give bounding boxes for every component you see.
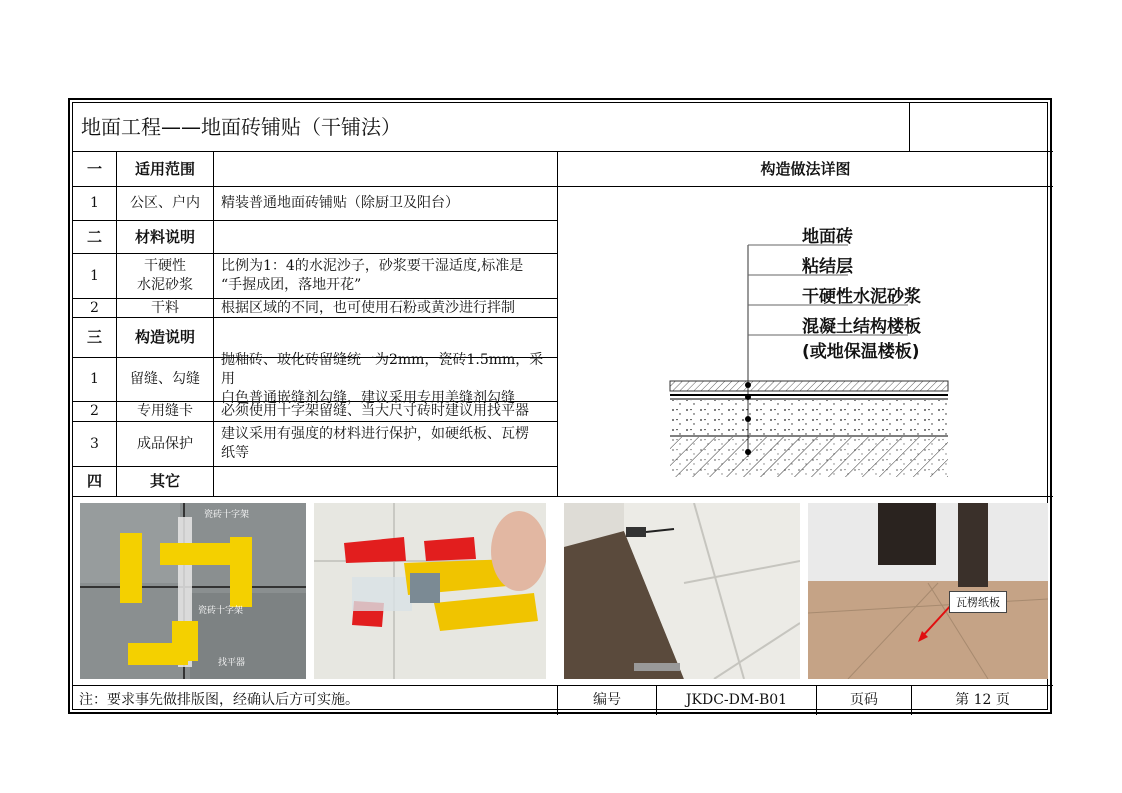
layer-label-mortar: 干硬性水泥砂浆	[802, 287, 921, 307]
row-description	[221, 352, 555, 406]
section-4-number: 四	[86, 472, 102, 490]
row-description-line-1: 比例为1：4的水泥沙子，砂浆要干湿适度,标准是	[221, 258, 524, 274]
footer-page-label: 页码	[850, 692, 878, 708]
row-name-line-1: 干硬性	[144, 258, 186, 274]
layer-label-slab: 混凝土结构楼板	[802, 317, 921, 337]
row-number: 2	[90, 403, 99, 419]
photo-label-cross-spacer-2: 瓷砖十字架	[198, 606, 244, 616]
row-name: 公区、户内	[130, 195, 200, 211]
footer-code-label: 编号	[593, 692, 621, 708]
photo-dry-laying	[564, 503, 800, 679]
photo-tile-spacers-drawing	[80, 503, 306, 679]
photo-tile-spacers	[80, 503, 306, 679]
layer-label-tile: 地面砖	[802, 227, 853, 247]
row-name-line-2: 水泥砂浆	[137, 277, 193, 293]
footer-code-value: JKDC-DM-B01	[685, 692, 788, 708]
diagram-header: 构造做法详图	[760, 159, 851, 178]
section-3-label: 构造说明	[134, 328, 195, 346]
row-name: 专用缝卡	[137, 403, 193, 419]
row-number: 3	[90, 435, 99, 452]
construction-detail-diagram	[558, 187, 1053, 496]
row-name: 干料	[151, 299, 179, 316]
photo-leveling-tool	[314, 503, 546, 679]
row-description: 根据区域的不同，也可使用石粉或黄沙进行拌制	[221, 299, 515, 316]
photo-cardboard-protection-drawing	[808, 503, 1048, 679]
section-2-number: 二	[86, 227, 102, 246]
footer-note: 注：要求事先做排版图，经确认后方可实施。	[79, 692, 359, 708]
photo-label-leveler: 找平器	[218, 658, 246, 668]
document-frame	[68, 98, 1052, 714]
layer-label-bonding: 粘结层	[802, 257, 853, 277]
layer-label-slab-alt: (或地保温楼板)	[802, 342, 920, 362]
row-name: 留缝、勾缝	[130, 371, 200, 387]
row-number: 2	[90, 299, 99, 316]
row-description-line-2: “手握成团，落地开花”	[221, 277, 362, 293]
row-description-line-2: 白色普通嵌缝剂勾缝，建议采用专用美缝剂勾缝	[221, 390, 515, 406]
section-1-label: 适用范围	[134, 159, 195, 178]
page-title: 地面工程——地面砖铺贴（干铺法）	[81, 114, 401, 139]
row-description: 精装普通地面砖铺贴（除厨卫及阳台）	[221, 195, 459, 211]
row-name	[117, 254, 213, 298]
section-3-number: 三	[86, 328, 102, 346]
row-description	[221, 422, 555, 466]
row-description: 必须使用十字架留缝、当大尺寸砖时建议用找平器	[221, 403, 529, 419]
row-name: 成品保护	[137, 435, 193, 452]
footer-page-value: 第 12 页	[955, 692, 1010, 708]
row-description-line-2: 纸等	[221, 445, 249, 461]
row-number: 1	[90, 371, 99, 387]
row-description-line-1: 抛釉砖、玻化砖留缝统一为2mm，瓷砖1.5mm，采用	[221, 352, 544, 387]
photo-cardboard-protection	[808, 503, 1048, 679]
photo-dry-laying-drawing	[564, 503, 800, 679]
document-inner	[72, 102, 1048, 710]
photo-leveling-tool-drawing	[314, 503, 546, 679]
row-number: 1	[90, 267, 99, 284]
photo-label-cardboard: 瓦楞纸板	[949, 591, 1007, 613]
section-1-number: 一	[86, 159, 102, 178]
section-2-label: 材料说明	[134, 227, 195, 246]
section-4-label: 其它	[149, 472, 180, 490]
row-description-line-1: 建议采用有强度的材料进行保护，如硬纸板、瓦楞	[221, 426, 529, 442]
photo-label-cross-spacer-1: 瓷砖十字架	[204, 510, 250, 520]
row-description	[221, 254, 555, 298]
row-number: 1	[90, 195, 99, 211]
